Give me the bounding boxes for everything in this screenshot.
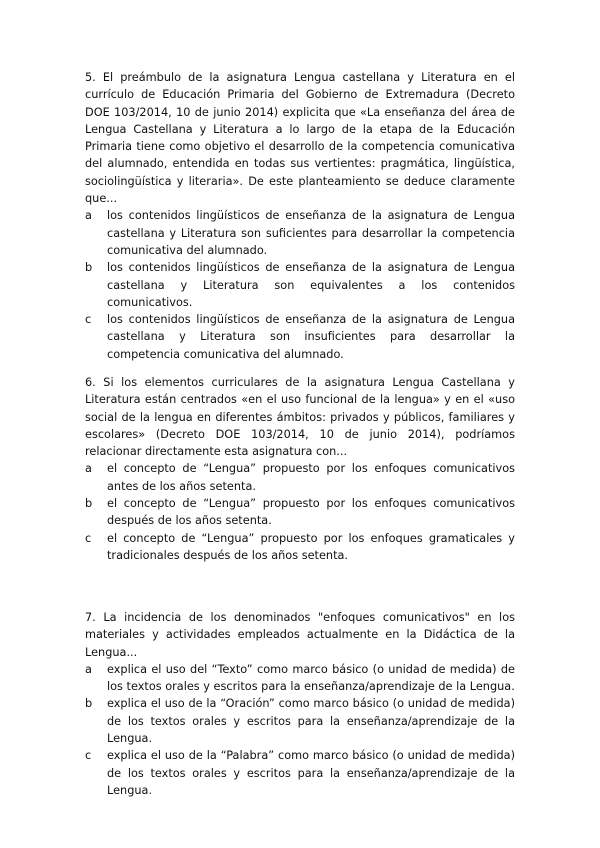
option-letter: a	[85, 209, 92, 223]
option-a	[85, 661, 515, 696]
option-b	[85, 695, 515, 747]
question-7	[85, 609, 515, 799]
option-b	[85, 259, 515, 311]
option-text: explica el uso de la “Palabra” como marco básico (o unidad de medida) de los textos orales y escritos para la enseñanza/aprendizaje de la Lengua.	[107, 749, 515, 797]
option-text: los contenidos lingüísticos de enseñanza de la asignatura de Lengua castellana y Literatura son equivalentes a los contenidos comunicativos.	[107, 261, 515, 309]
options-list	[85, 661, 515, 799]
option-letter: a	[85, 462, 92, 476]
option-letter: a	[85, 662, 92, 676]
option-a	[85, 207, 515, 259]
option-text: el concepto de “Lengua” propuesto por los enfoques gramaticales y tradicionales después de los años setenta.	[107, 531, 515, 562]
option-letter: b	[85, 261, 93, 275]
option-text: los contenidos lingüísticos de enseñanza de la asignatura de Lengua castellana y Literatura son suficientes para desarrollar la competencia comunicativa del alumnado.	[107, 209, 515, 257]
option-a	[85, 460, 515, 495]
question-5	[85, 69, 515, 363]
option-text: los contenidos lingüísticos de enseñanza de la asignatura de Lengua castellana y Literatura son insuficientes para desarrollar la competencia comunicativa del alumnado.	[107, 313, 515, 361]
question-6	[85, 374, 515, 564]
option-letter: c	[85, 313, 92, 327]
option-letter: b	[85, 497, 93, 511]
option-letter: c	[85, 531, 92, 545]
option-text: el concepto de “Lengua” propuesto por los enfoques comunicativos antes de los años setenta.	[107, 462, 515, 493]
option-text: explica el uso de la “Oración” como marco básico (o unidad de medida) de los textos orales y escritos para la enseñanza/aprendizaje de la Lengua.	[107, 697, 515, 746]
option-b	[85, 495, 515, 530]
question-stem: 7. La incidencia de los denominados "enfoques comunicativos" en los materiales y actividades empleados actualmente en la Didáctica de la Lengua...	[85, 611, 515, 659]
option-letter: b	[85, 697, 93, 711]
question-stem: 6. Si los elementos curriculares de la asignatura Lengua Castellana y Literatura están centrados «en el uso funcional de la lengua» y en el «uso social de la lengua en diferentes ámbitos: privados y públicos, familiares y escolares» (Decreto DOE 103/2014, 10 de junio 2014), podríamos relacionar directamente esta asignatura con...	[85, 376, 515, 459]
option-c	[85, 311, 515, 363]
option-text: explica el uso del “Texto” como marco básico (o unidad de medida) de los textos orales y escritos para la enseñanza/aprendizaje de la Lengua.	[107, 662, 515, 694]
option-c	[85, 747, 515, 799]
options-list	[85, 460, 515, 564]
options-list	[85, 207, 515, 363]
option-letter: c	[85, 749, 92, 763]
option-c	[85, 530, 515, 565]
question-stem: 5. El preámbulo de la asignatura Lengua castellana y Literatura en el currículo de Educación Primaria del Gobierno de Extremadura (Decreto DOE 103/2014, 10 de junio 2014) explicita que «La enseñanza del área de Lengua Castellana y Literatura a lo largo de la etapa de la Educación Primaria tiene como objetivo el desarrollo de la competencia comunicativa del alumnado, entendida en todas sus vertientes: pragmática, lingüística, sociolingüística y literaria». De este planteamiento se deduce claramente que...	[85, 71, 515, 206]
option-text: el concepto de “Lengua” propuesto por los enfoques comunicativos después de los años setenta.	[107, 497, 515, 528]
